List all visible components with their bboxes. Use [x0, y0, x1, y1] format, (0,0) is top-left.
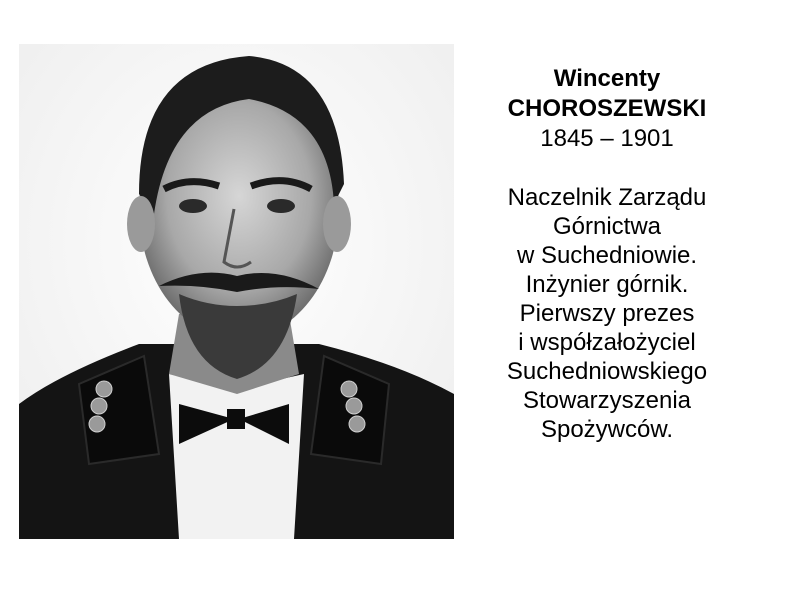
bio-line: Górnictwa	[552, 213, 662, 240]
bio-line: i współzałożyciel	[518, 329, 696, 356]
bio-line: Pierwszy prezes	[519, 300, 695, 327]
bio-line: Inżynier górnik.	[525, 271, 689, 298]
bio-text	[472, 183, 742, 444]
bio-line: w Suchedniowie.	[516, 242, 698, 269]
person-years: 1845 – 1901	[540, 125, 674, 152]
bio-line: Suchedniowskiego	[506, 358, 708, 385]
bio-line: Stowarzyszenia	[522, 387, 692, 414]
bio-line: Naczelnik Zarządu	[507, 184, 707, 211]
caption	[472, 64, 742, 444]
person-last-name: CHOROSZEWSKI	[507, 95, 707, 122]
portrait-photo	[19, 44, 454, 539]
bio-line: Spożywców.	[540, 416, 674, 443]
person-first-name: Wincenty	[553, 65, 661, 92]
